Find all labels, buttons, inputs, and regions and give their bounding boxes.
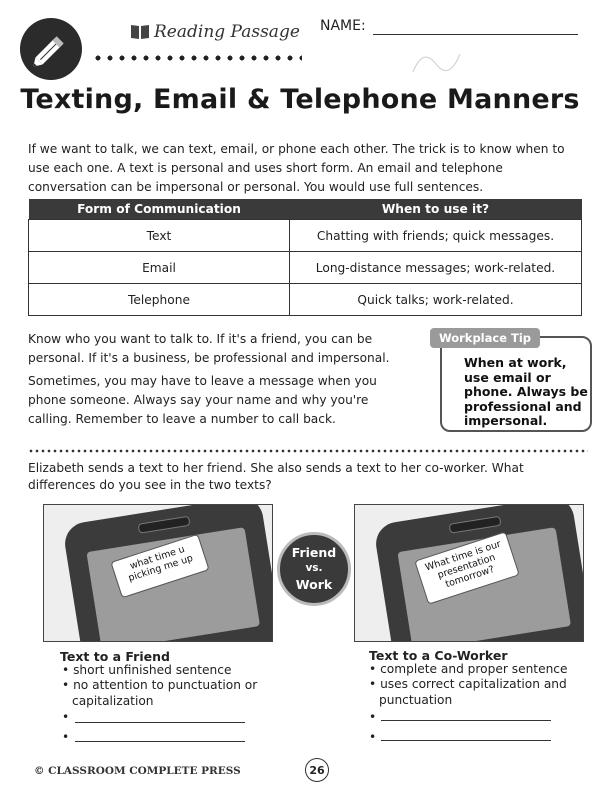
list-item-text: uses correct capitalization and punctuation	[379, 677, 567, 707]
table-header-row	[29, 199, 582, 220]
list-item: • uses correct capitalization and punctuation	[369, 677, 567, 707]
list-item-blank[interactable]: •	[62, 710, 70, 724]
table-cell: Long-distance messages; work-related.	[290, 252, 582, 284]
publisher-footer: © CLASSROOM COMPLETE PRESS	[34, 765, 241, 777]
name-label: NAME:	[320, 18, 366, 34]
table-row	[29, 284, 582, 316]
question-text: Elizabeth sends a text to her friend. She also sends a text to her co-worker. What differences do you see in the two texts?	[28, 461, 524, 492]
decorative-swirl	[408, 42, 468, 82]
friend-message-bubble: what time u picking me up	[110, 534, 209, 599]
coworker-phone-image	[354, 504, 584, 642]
intro-paragraph: If we want to talk, we can text, email, or phone each other. The trick is to know when to use each one. A text is personal and uses short form. An email and telephone conversation can be impersonal or personal. You would use full sentences.	[28, 142, 565, 194]
coworker-heading: Text to a Co-Worker	[369, 648, 508, 663]
pencil-badge	[20, 18, 82, 80]
table-header: Form of Communication	[29, 199, 290, 220]
friend-vs-work-badge	[277, 532, 351, 606]
workplace-tip-label: Workplace Tip	[430, 328, 540, 348]
list-item-text: short unfinished sentence	[73, 663, 232, 677]
list-item-text: complete and proper sentence	[380, 662, 568, 676]
table-row	[29, 220, 582, 252]
workplace-tip-text: When at work, use email or phone. Always be professional and impersonal.	[464, 355, 588, 428]
list-item-blank[interactable]: •	[369, 710, 377, 724]
list-item: • complete and proper sentence	[369, 662, 568, 676]
table-header: When to use it?	[290, 199, 582, 220]
paragraph-know-who: Know who you want to talk to. If it's a friend, you can be personal. If it's a business, be professional and impersonal.	[28, 332, 390, 365]
table-cell: Telephone	[29, 284, 290, 316]
answer-line[interactable]	[75, 740, 245, 742]
list-item-blank[interactable]: •	[62, 730, 70, 744]
table-cell: Quick talks; work-related.	[290, 284, 582, 316]
list-item: • short unfinished sentence	[62, 663, 232, 677]
badge-line: vs.	[305, 562, 323, 574]
communication-table	[28, 199, 582, 316]
answer-line[interactable]	[381, 739, 551, 741]
book-icon	[130, 22, 150, 40]
page-title: Texting, Email & Telephone Manners	[20, 84, 580, 115]
pencil-icon	[20, 18, 82, 80]
friend-phone-image	[43, 504, 273, 642]
name-field[interactable]	[373, 34, 578, 35]
list-item: • no attention to punctuation or capitalization	[62, 678, 258, 708]
badge-line: Friend	[291, 545, 337, 560]
list-item-text: no attention to punctuation or capitalization	[72, 678, 258, 708]
badge-line: Work	[295, 577, 333, 592]
page-number: 26	[305, 758, 329, 782]
paragraph-leave-message: Sometimes, you may have to leave a message when you phone someone. Always say your name and why you're calling. Remember to leave a number to call back.	[28, 374, 377, 426]
list-item-blank[interactable]: •	[369, 730, 377, 744]
table-cell: Email	[29, 252, 290, 284]
table-cell: Text	[29, 220, 290, 252]
dotted-separator	[92, 54, 302, 62]
friend-heading: Text to a Friend	[60, 649, 170, 664]
answer-line[interactable]	[75, 721, 245, 723]
section-label: Reading Passage	[154, 22, 300, 42]
table-row	[29, 252, 582, 284]
answer-line[interactable]	[381, 719, 551, 721]
coworker-message-bubble: What time is our presentation tomorrow?	[414, 531, 520, 604]
dotted-divider	[28, 449, 588, 453]
table-cell: Chatting with friends; quick messages.	[290, 220, 582, 252]
